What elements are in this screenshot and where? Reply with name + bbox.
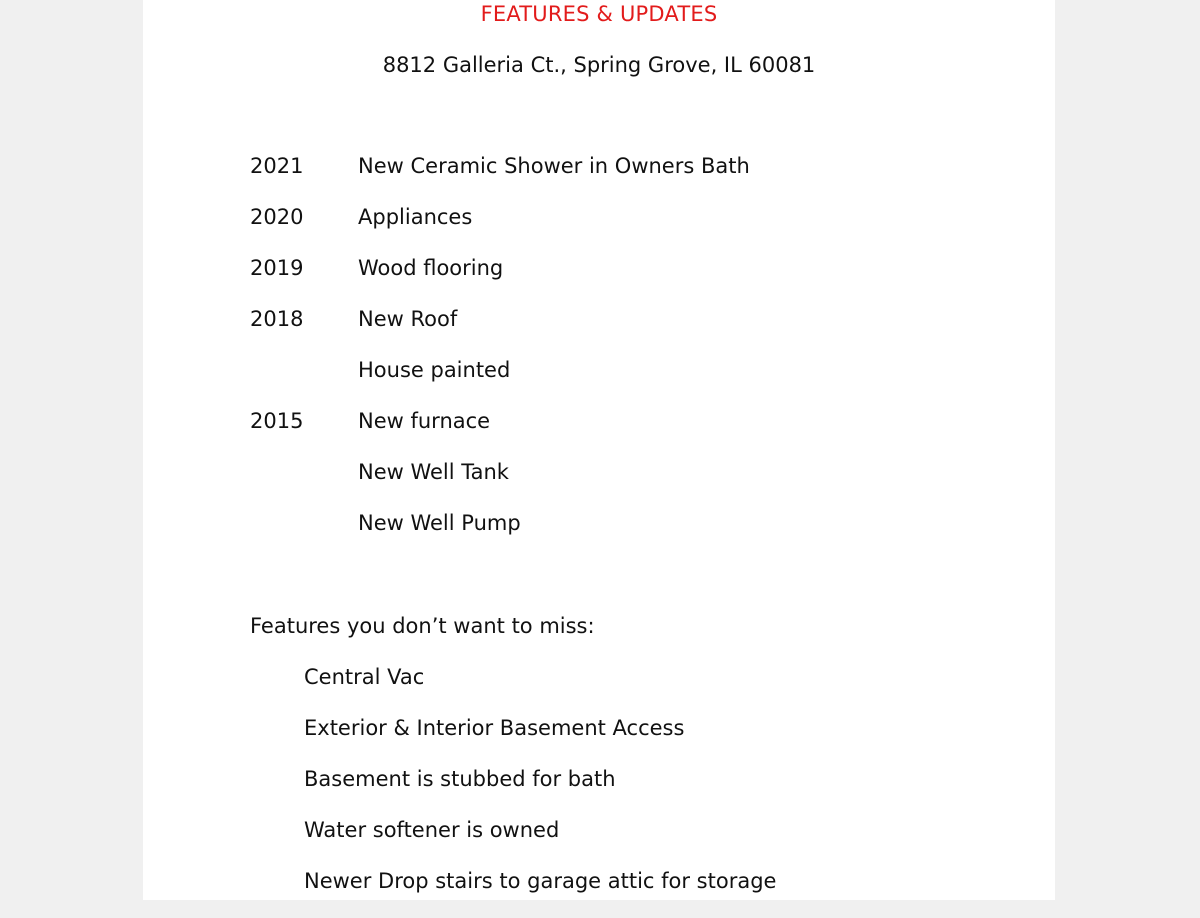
update-item: New furnace	[358, 409, 491, 433]
update-row	[250, 254, 950, 305]
document-page	[143, 0, 1055, 900]
updates-list	[250, 152, 950, 560]
update-row	[250, 203, 950, 254]
update-item: New Ceramic Shower in Owners Bath	[358, 154, 750, 178]
features-list	[304, 663, 1004, 918]
update-item: House painted	[358, 358, 511, 382]
property-address: 8812 Galleria Ct., Spring Grove, IL 60081	[382, 53, 816, 77]
update-year: 2015	[250, 409, 304, 433]
update-row	[250, 407, 950, 458]
update-item: Appliances	[358, 205, 473, 229]
update-year: 2021	[250, 154, 304, 178]
feature-item: Water softener is owned	[304, 818, 560, 842]
feature-item: Central Vac	[304, 665, 425, 689]
feature-item: Exterior & Interior Basement Access	[304, 716, 685, 740]
update-item: New Roof	[358, 307, 458, 331]
update-row	[250, 305, 950, 356]
update-year: 2018	[250, 307, 304, 331]
update-row	[250, 458, 950, 509]
update-item: New Well Pump	[358, 511, 521, 535]
update-row	[250, 509, 950, 560]
update-year: 2019	[250, 256, 304, 280]
update-year: 2020	[250, 205, 304, 229]
features-heading: Features you don’t want to miss:	[250, 614, 595, 638]
update-item: Wood flooring	[358, 256, 504, 280]
update-row	[250, 152, 950, 203]
update-row	[250, 356, 950, 407]
document-title: FEATURES & UPDATES	[480, 2, 718, 26]
feature-item: Newer Drop stairs to garage attic for storage	[304, 869, 777, 893]
update-item: New Well Tank	[358, 460, 509, 484]
feature-item: Basement is stubbed for bath	[304, 767, 616, 791]
